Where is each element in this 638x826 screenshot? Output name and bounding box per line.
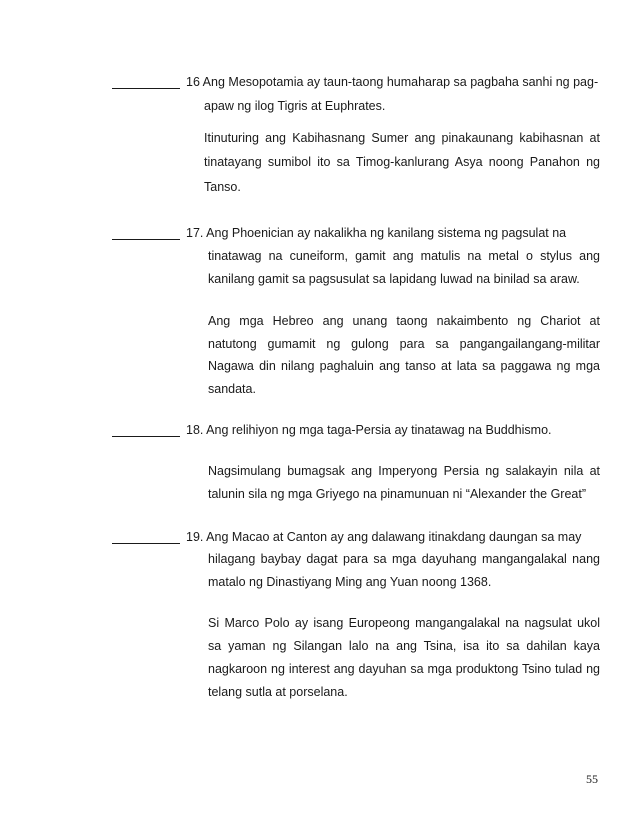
question-19-line-2: hilagang baybay dagat para sa mga dayuhang mangangalakal nang — [208, 552, 600, 566]
question-19-line-1: 19. Ang Macao at Canton ay ang dalawang itinakdang daungan sa may — [186, 530, 582, 544]
statement-17-line-3: Nagawa din nilang paghaluin ang tanso at lata sa paggawa ng mga — [208, 359, 600, 373]
statement-18-line-2: talunin sila ng mga Griyego na pinamunuan ni “Alexander the Great” — [208, 487, 586, 501]
statement-16-line-1: Itinuturing ang Kabihasnang Sumer ang pinakaunang kabihasnan at — [204, 131, 600, 145]
question-18-line-1: 18. Ang relihiyon ng mga taga-Persia ay tinatawag na Buddhismo. — [186, 423, 552, 437]
answer-blank-16[interactable] — [112, 88, 180, 89]
question-17-line-2: tinatawag na cuneiform, gamit ang matulis na metal o stylus ang — [208, 249, 600, 263]
statement-19-line-2: sa yaman ng Silangan lalo na ang Tsina, isa ito sa dahilan kaya — [208, 639, 600, 653]
statement-18-line-1: Nagsimulang bumagsak ang Imperyong Persia ng salakayin nila at — [208, 464, 600, 478]
answer-blank-17[interactable] — [112, 239, 180, 240]
answer-blank-19[interactable] — [112, 543, 180, 544]
page-number: 55 — [586, 772, 598, 786]
statement-17-line-1: Ang mga Hebreo ang unang taong nakaimbento ng Chariot at — [208, 314, 600, 328]
statement-16-line-3: Tanso. — [204, 180, 241, 194]
question-16-line-1: 16 Ang Mesopotamia ay taun-taong humaharap sa pagbaha sanhi ng pag- — [186, 75, 599, 89]
answer-blank-18[interactable] — [112, 436, 180, 437]
question-19-line-3: matalo ng Dinastiyang Ming ang Yuan noong 1368. — [208, 575, 492, 589]
statement-17-line-4: sandata. — [208, 382, 256, 396]
question-17-line-3: kanilang gamit sa pagsusulat sa lapidang luwad na binilad sa araw. — [208, 272, 580, 286]
statement-17-line-2: natutong gumamit ng gulong para sa pangangailangang-militar — [208, 337, 600, 351]
statement-19-line-1: Si Marco Polo ay isang Europeong mangangalakal na nagsulat ukol — [208, 616, 600, 630]
question-17-line-1: 17. Ang Phoenician ay nakalikha ng kanilang sistema ng pagsulat na — [186, 226, 567, 240]
question-16-line-2: apaw ng ilog Tigris at Euphrates. — [204, 99, 386, 113]
statement-19-line-3: nagkaroon ng interest ang dayuhan sa mga produktong Tsino tulad ng — [208, 662, 600, 676]
statement-19-line-4: telang sutla at porselana. — [208, 685, 348, 699]
statement-16-line-2: tinatayang sumibol ito sa Timog-kanlurang Asya noong Panahon ng — [204, 155, 600, 169]
